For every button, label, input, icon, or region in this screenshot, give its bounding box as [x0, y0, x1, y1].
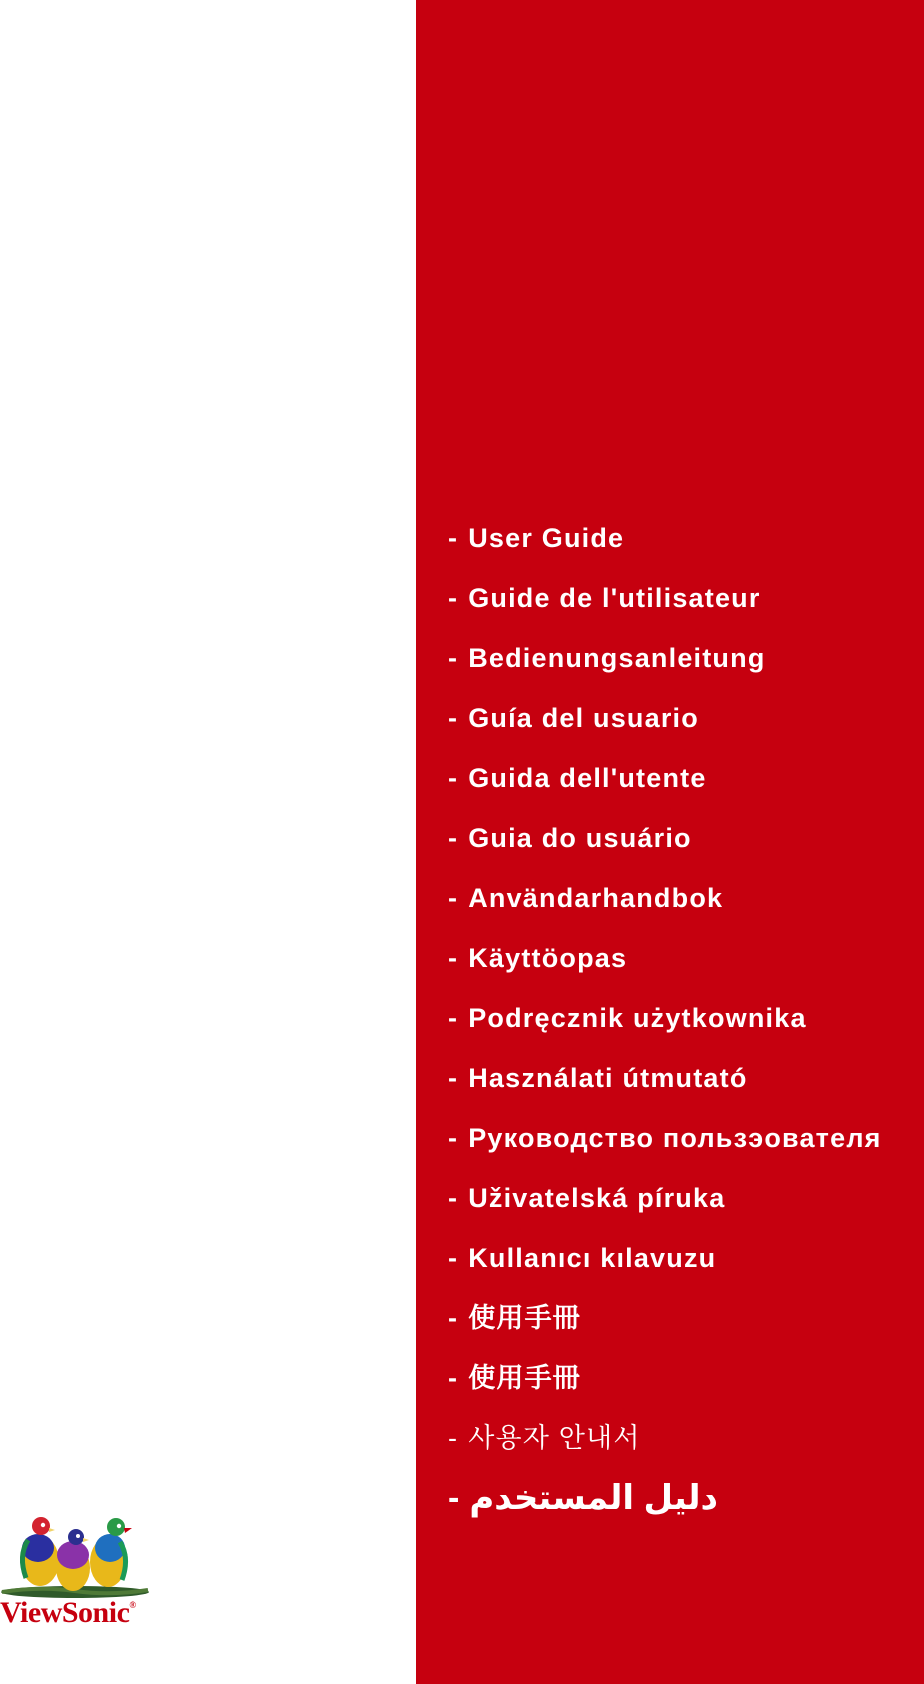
- list-dash: -: [448, 1123, 459, 1153]
- guide-title-label: Guide de l'utilisateur: [468, 583, 761, 613]
- guide-title-label: Guía del usuario: [468, 703, 699, 733]
- guide-title-spanish: [448, 698, 882, 758]
- list-dash: -: [448, 763, 459, 793]
- list-dash: -: [448, 1303, 459, 1333]
- guide-title-label: Kullanıcı kılavuzu: [468, 1243, 717, 1273]
- list-dash: -: [448, 1243, 459, 1273]
- guide-title-label: 사용자 안내서: [468, 1423, 641, 1453]
- guide-title-russian: [448, 1118, 882, 1178]
- guide-title-chinese-simplified: [448, 1358, 882, 1418]
- list-dash: -: [448, 943, 459, 973]
- guide-title-label: دليل المستخدم: [469, 1479, 718, 1517]
- guide-title-portuguese: [448, 818, 882, 878]
- brand-name: ViewSonic: [0, 1596, 130, 1629]
- guide-title-polish: [448, 998, 882, 1058]
- guide-title-label: User Guide: [468, 523, 625, 553]
- guide-title-turkish: [448, 1238, 882, 1298]
- language-guide-list: [448, 518, 882, 1538]
- list-dash: -: [448, 643, 459, 673]
- guide-title-hungarian: [448, 1058, 882, 1118]
- guide-title-french: [448, 578, 882, 638]
- list-dash: -: [448, 883, 459, 913]
- guide-title-german: [448, 638, 882, 698]
- guide-title-label: Användarhandbok: [468, 883, 724, 913]
- guide-title-czech: [448, 1178, 882, 1238]
- cover-left-panel: [0, 0, 416, 1684]
- guide-title-chinese-traditional: [448, 1298, 882, 1358]
- list-dash: -: [448, 703, 459, 733]
- list-dash: -: [448, 1183, 459, 1213]
- guide-title-label: Руководство пользэователя: [468, 1123, 882, 1153]
- guide-title-label: Käyttöopas: [468, 943, 628, 973]
- list-dash: -: [448, 1363, 459, 1393]
- guide-title-label: Guida dell'utente: [468, 763, 707, 793]
- guide-title-english: [448, 518, 882, 578]
- viewsonic-brand-wordmark: [0, 1596, 136, 1630]
- guide-title-label: Bedienungsanleitung: [468, 643, 766, 673]
- list-dash: -: [448, 1479, 460, 1517]
- list-dash: -: [448, 823, 459, 853]
- guide-title-label: Guia do usuário: [468, 823, 692, 853]
- list-dash: -: [448, 1423, 459, 1453]
- guide-title-label: 使用手冊: [468, 1363, 582, 1393]
- guide-title-label: 使用手冊: [468, 1303, 582, 1333]
- guide-title-korean: [448, 1418, 882, 1478]
- guide-title-arabic: [448, 1478, 882, 1538]
- list-dash: -: [448, 1063, 459, 1093]
- guide-title-label: Uživatelská píruka: [468, 1183, 726, 1213]
- list-dash: -: [448, 523, 459, 553]
- guide-title-label: Podręcznik użytkownika: [468, 1003, 807, 1033]
- list-dash: -: [448, 1003, 459, 1033]
- guide-title-label: Használati útmutató: [468, 1063, 748, 1093]
- guide-title-finnish: [448, 938, 882, 998]
- list-dash: -: [448, 583, 459, 613]
- guide-title-swedish: [448, 878, 882, 938]
- guide-title-italian: [448, 758, 882, 818]
- registered-mark: ®: [129, 1600, 136, 1610]
